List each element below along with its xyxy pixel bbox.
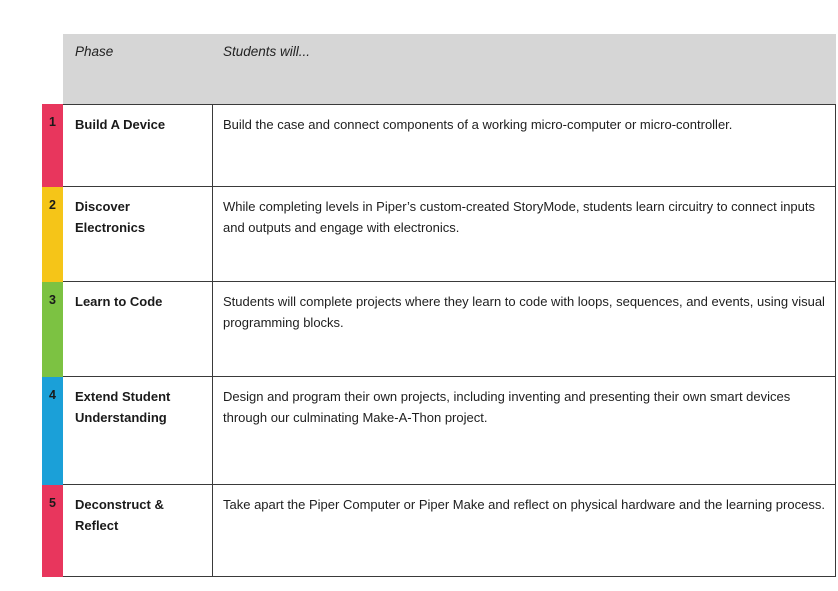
description-cell: While completing levels in Piper’s custom-created StoryMode, students learn circuitry to connect inputs and outputs and engage with electronics. xyxy=(223,199,816,235)
phase-cell: Extend Student Understanding xyxy=(63,377,213,484)
row-cells xyxy=(63,282,836,377)
header-phase: Phase xyxy=(75,44,114,59)
row-number-badge: 4 xyxy=(42,377,63,485)
row-number-badge: 2 xyxy=(42,187,63,282)
header-students-will: Students will... xyxy=(223,44,311,59)
table-row xyxy=(42,187,836,282)
row-number-badge: 5 xyxy=(42,485,63,577)
phases-table xyxy=(42,34,836,577)
description-cell: Students will complete projects where they learn to code with loops, sequences, and events, using visual programming blocks. xyxy=(223,294,825,330)
phase-cell: Discover Electronics xyxy=(63,187,213,281)
phase-cell: Learn to Code xyxy=(63,282,213,376)
table-row xyxy=(42,104,836,187)
row-cells xyxy=(63,104,836,187)
row-number-badge: 1 xyxy=(42,104,63,187)
table-row xyxy=(42,377,836,485)
table-row xyxy=(42,485,836,577)
description-cell: Design and program their own projects, including inventing and presenting their own smart devices through our culminating Make-A-Thon project. xyxy=(223,389,791,425)
description-cell: Take apart the Piper Computer or Piper Make and reflect on physical hardware and the learning process. xyxy=(223,497,825,512)
phase-cell: Deconstruct & Reflect xyxy=(63,485,213,576)
row-cells xyxy=(63,377,836,485)
table-header xyxy=(63,34,836,104)
row-cells xyxy=(63,485,836,577)
table-row xyxy=(42,282,836,377)
phase-cell: Build A Device xyxy=(63,105,213,186)
row-number-badge: 3 xyxy=(42,282,63,377)
description-cell: Build the case and connect components of a working micro-computer or micro-controller. xyxy=(223,117,733,132)
row-cells xyxy=(63,187,836,282)
